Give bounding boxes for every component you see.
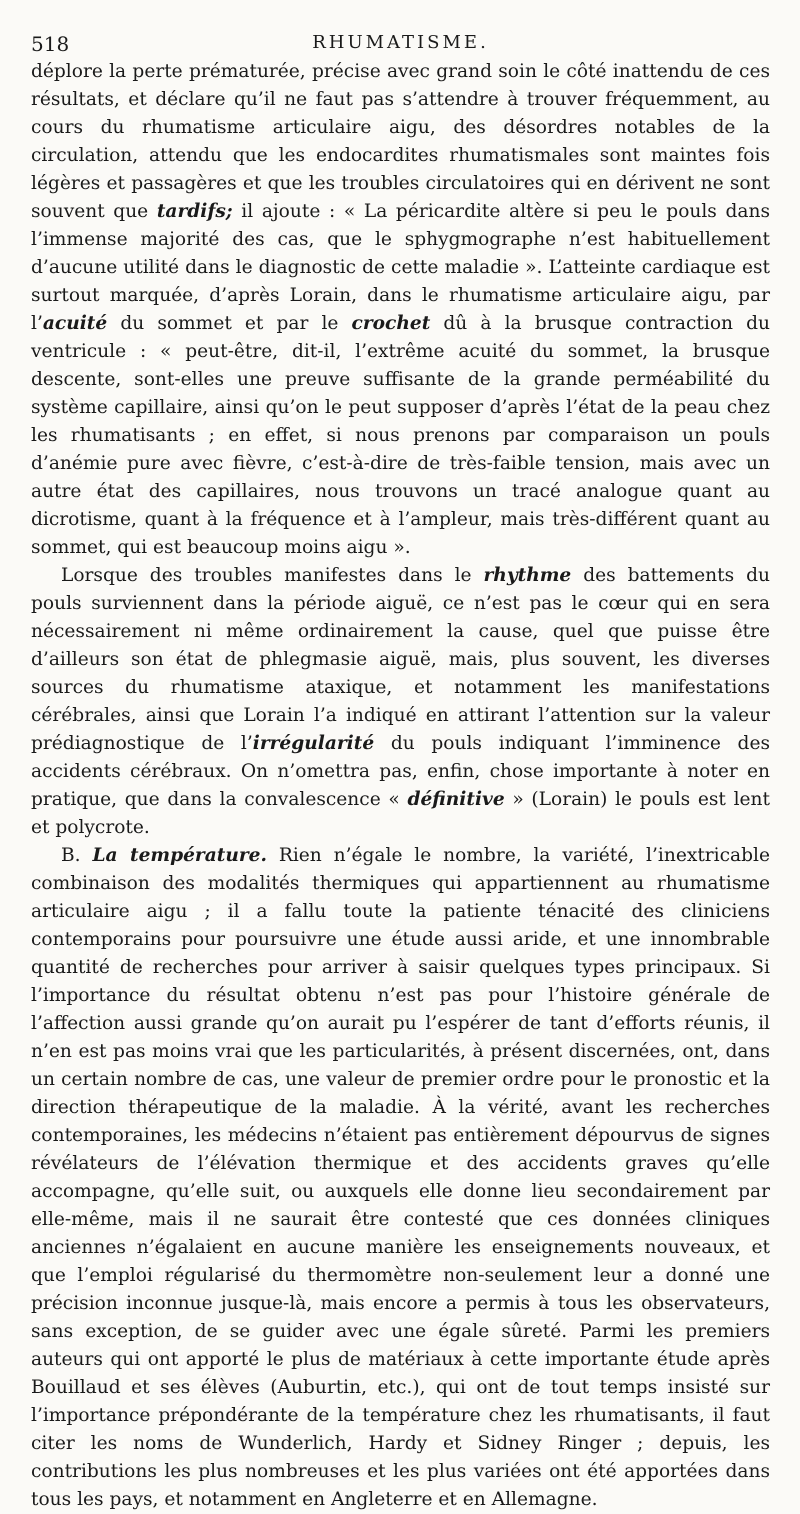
italic-term: définitive bbox=[407, 789, 505, 810]
text-run: du pouls indiquant l’imminence des accidents cérébraux. On n’omettra pas, enfin, chose importante à noter en pratique, que dans la convalescence « bbox=[31, 733, 770, 810]
italic-term: acuité bbox=[42, 313, 108, 334]
text-run: » (Lorain) le pouls est lent et polycrote. bbox=[31, 789, 770, 838]
body-text bbox=[31, 58, 770, 1514]
text-run: il ajoute : « La péricardite altère si peu le pouls dans l’immense majorité des cas, que le sphygmographe n’est habituellement d’aucune utilité dans le diagnostic de cette maladie ». L’atteinte cardiaque est surtout marquée, d’après Lorain, dans le rhumatisme articulaire aigu, par l’ bbox=[31, 201, 770, 334]
text-run: du sommet et par le bbox=[107, 313, 352, 334]
text-run: des battements du pouls surviennent dans la période aiguë, ce n’est pas le cœur qui en sera nécessairement ni même ordinairement la cause, quel que puisse être d’ailleurs son état de phlegmasie aiguë, mais, plus souvent, les diverses sources du rhumatisme ataxique, et notamment les manifestations cérébrales, ainsi que Lorain l’a indiqué en attirant l’attention sur la valeur prédiagnostique de l’ bbox=[31, 565, 770, 754]
paragraph bbox=[31, 842, 770, 1514]
running-head: RHUMATISME. bbox=[312, 32, 489, 53]
paragraph bbox=[31, 58, 770, 562]
text-run: Rien n’égale le nombre, la variété, l’inextricable combinaison des modalités thermiques qui appartiennent au rhumatisme articulaire aigu ; il a fallu toute la patiente ténacité des cliniciens contemporains pour poursuivre une étude aussi aride, et une innombrable quantité de recherches pour arriver à saisir quelques types principaux. Si l’importance du résultat obtenu n’est pas pour l’histoire générale de l’affection aussi grande qu’on aurait pu l’espérer de tant d’efforts réunis, il n’en est pas moins vrai que les particularités, à présent discernées, ont, dans un certain nombre de cas, une valeur de premier ordre pour le pronostic et la direction thérapeutique de la maladie. À la vérité, avant les recherches contemporaines, les médecins n’étaient pas entièrement dépourvus de signes révélateurs de l’élévation thermique et des accidents graves qu’elle accompagne, qu’elle suit, ou auxquels elle donne lieu secondairement par elle-même, mais il ne saurait être contesté que ces données cliniques anciennes n’égalaient en aucune manière les enseignements nouveaux, et que l’emploi régularisé du thermomètre non-seulement leur a donné une précision inconnue jusque-là, mais encore a permis à tous les observateurs, sans exception, de se guider avec une égale sûreté. Parmi les premiers auteurs qui ont apporté le plus de matériaux à cette importante étude après Bouillaud et ses élèves (Auburtin, etc.), qui ont de tout temps insisté sur l’importance prépondérante de la température chez les rhumatisants, il faut citer les noms de Wunderlich, Hardy et Sidney Ringer ; depuis, les contributions les plus nombreuses et les plus variées ont été apportées dans tous les pays, et notamment en Angleterre et en Allemagne. bbox=[31, 845, 770, 1510]
text-run: Lorsque des troubles manifestes dans le bbox=[61, 565, 484, 586]
italic-term: crochet bbox=[351, 313, 431, 334]
page-number: 518 bbox=[31, 32, 70, 56]
italic-term: rhythme bbox=[483, 565, 572, 586]
text-run: dû à la brusque contraction du ventricule : « peut-être, dit-il, l’extrême acuité du sommet, la brusque descente, sont-elles une preuve suffisante de la grande perméabilité du système capillaire, ainsi qu’on le peut supposer d’après l’état de la peau chez les rhumatisants ; en effet, si nous prenons par comparaison un pouls d’anémie pure avec fièvre, c’est-à-dire de très-faible tension, mais avec un autre état des capillaires, nous trouvons un tracé analogue quant au dicrotisme, quant à la fréquence et à l’ampleur, mais très-différent quant au sommet, qui est beaucoup moins aigu ». bbox=[31, 313, 771, 558]
italic-term: La température. bbox=[92, 845, 267, 866]
text-run: B. bbox=[61, 845, 93, 866]
paragraph bbox=[31, 562, 770, 842]
page-header bbox=[31, 28, 770, 58]
text-run: déplore la perte prématurée, précise avec grand soin le côté inattendu de ces résultats, et déclare qu’il ne faut pas s’attendre à trouver fréquemment, au cours du rhumatisme articulaire aigu, des désordres notables de la circulation, attendu que les endocardites rhumatismales sont maintes fois légères et passagères et que les troubles circulatoires qui en dérivent ne sont souvent que bbox=[31, 61, 770, 222]
italic-term: irrégularité bbox=[252, 733, 375, 754]
italic-term: tardifs; bbox=[156, 201, 233, 222]
